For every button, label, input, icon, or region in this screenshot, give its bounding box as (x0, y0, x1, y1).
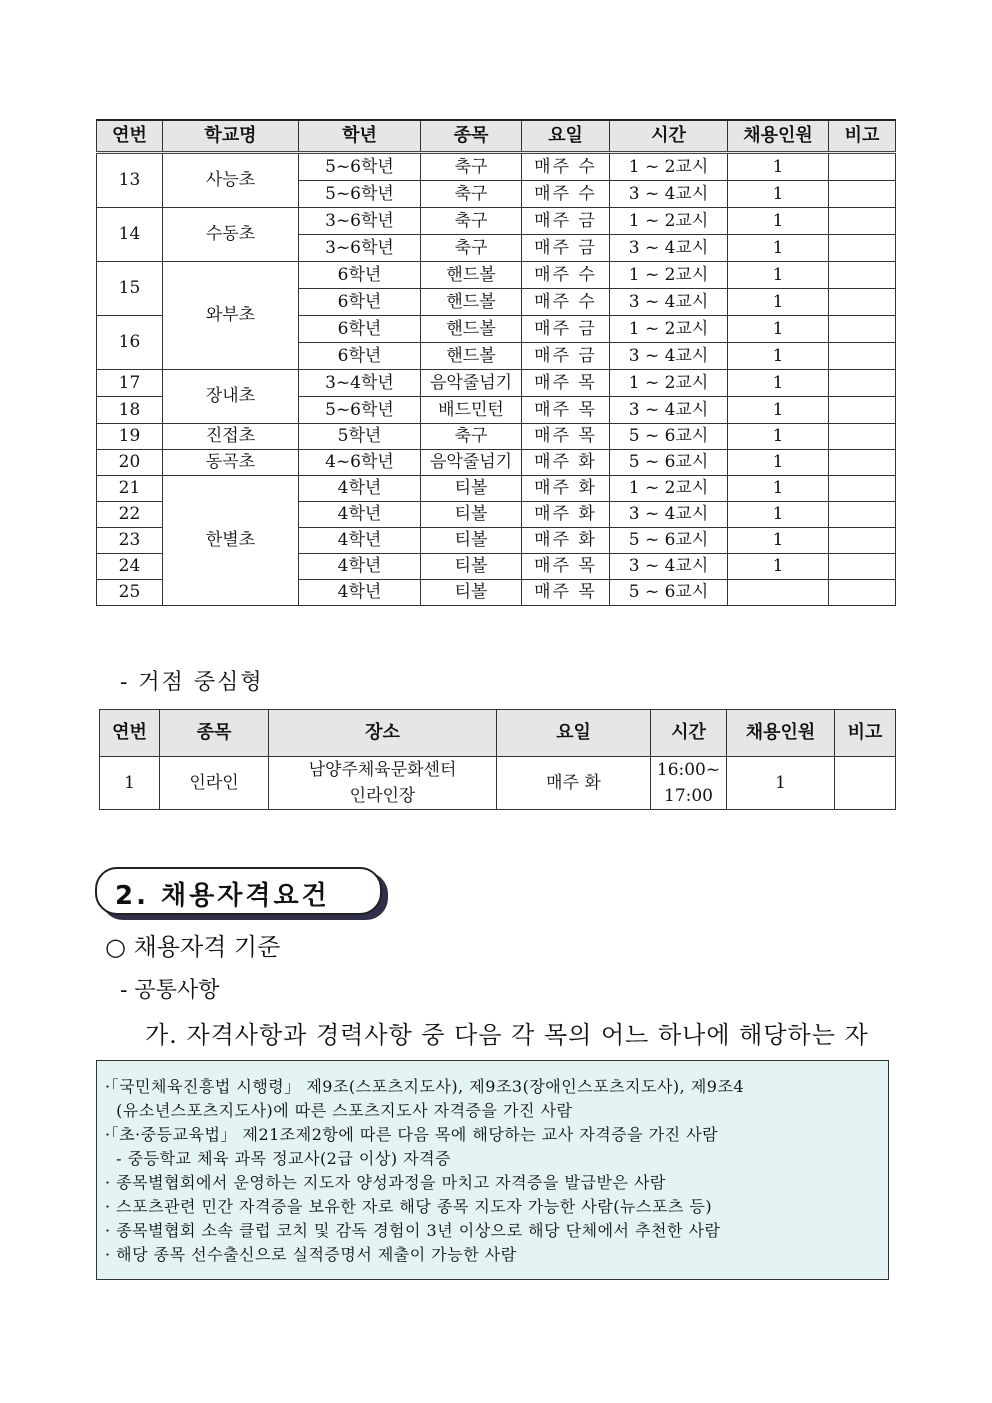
count-cell (728, 580, 829, 606)
time-cell: 5 ~ 6교시 (610, 424, 728, 450)
day-cell: 매주 화 (522, 450, 610, 476)
count-cell: 1 (728, 476, 829, 502)
grade-cell: 5학년 (299, 424, 421, 450)
count-cell: 1 (728, 153, 829, 181)
sport-cell: 축구 (421, 181, 522, 208)
note-cell (829, 424, 896, 450)
day-cell: 매주 화 (522, 528, 610, 554)
time-line: 17:00 (664, 786, 713, 806)
school-name: 진접초 (163, 424, 299, 450)
table-header-row (100, 710, 896, 757)
count-cell: 1 (728, 208, 829, 235)
day-cell: 매주 금 (522, 235, 610, 262)
count-cell: 1 (728, 235, 829, 262)
clause-text: 가. 자격사항과 경력사항 중 다음 각 목의 어느 하나에 해당하는 자 (145, 1021, 869, 1049)
table-row (97, 424, 896, 450)
note-cell (829, 153, 896, 181)
sport-cell: 음악줄넘기 (421, 450, 522, 476)
count-cell: 1 (728, 450, 829, 476)
header-day: 요일 (497, 710, 651, 757)
header-note: 비고 (835, 710, 896, 757)
note-cell (829, 397, 896, 424)
table-row (97, 153, 896, 181)
note-cell (829, 181, 896, 208)
grade-cell: 4학년 (299, 580, 421, 606)
note-line: · 종목별협회 소속 클럽 코치 및 감독 경험이 3년 이상으로 해당 단체에서 추천한 사람 (105, 1221, 721, 1240)
time-cell: 3 ~ 4교시 (610, 397, 728, 424)
time-cell: 1 ~ 2교시 (610, 153, 728, 181)
qualification-notes-box (96, 1060, 889, 1280)
note-cell (829, 235, 896, 262)
time-cell: 1 ~ 2교시 (610, 370, 728, 397)
note-cell (829, 370, 896, 397)
time-cell: 1 ~ 2교시 (610, 262, 728, 289)
note-line: · 스포츠관련 민간 자격증을 보유한 자로 해당 종목 지도자 가능한 사람(뉴스포츠 등) (105, 1197, 713, 1216)
note-cell (829, 502, 896, 528)
header-place: 장소 (269, 710, 497, 757)
header-no: 연번 (97, 120, 163, 153)
row-no: 18 (97, 397, 163, 424)
hub-type-heading: - 거점 중심형 (120, 670, 264, 695)
sport-cell: 핸드볼 (421, 316, 522, 343)
row-no: 1 (100, 757, 160, 810)
row-no: 17 (97, 370, 163, 397)
note-cell (829, 343, 896, 370)
day-cell: 매주 금 (522, 208, 610, 235)
time-cell: 1 ~ 2교시 (610, 476, 728, 502)
row-no: 23 (97, 528, 163, 554)
sport-cell: 티볼 (421, 502, 522, 528)
table-row (100, 757, 896, 810)
time-cell: 3 ~ 4교시 (610, 343, 728, 370)
place-line: 인라인장 (349, 786, 416, 806)
note-line: · 종목별협회에서 운영하는 지도자 양성과정을 마치고 자격증을 발급받은 사람 (105, 1173, 666, 1192)
note-cell (829, 289, 896, 316)
sport-cell: 축구 (421, 424, 522, 450)
row-no: 25 (97, 580, 163, 606)
day-cell: 매주 수 (522, 262, 610, 289)
table-row (97, 208, 896, 235)
count-cell: 1 (728, 181, 829, 208)
table-row (97, 450, 896, 476)
count-cell: 1 (728, 424, 829, 450)
common-heading: - 공통사항 (120, 978, 220, 1003)
day-cell: 매주 금 (522, 343, 610, 370)
time-cell: 5 ~ 6교시 (610, 580, 728, 606)
header-grade: 학년 (299, 120, 421, 153)
table-header-row (97, 120, 896, 153)
school-name: 한별초 (163, 476, 299, 606)
count-cell: 1 (728, 343, 829, 370)
grade-cell: 5~6학년 (299, 153, 421, 181)
criteria-heading: ○ 채용자격 기준 (105, 933, 281, 961)
day-cell: 매주 목 (522, 370, 610, 397)
time-cell (651, 757, 727, 810)
note-line: - 중등학교 체육 과목 정교사(2급 이상) 자격증 (105, 1149, 452, 1168)
grade-cell: 5~6학년 (299, 397, 421, 424)
grade-cell: 5~6학년 (299, 181, 421, 208)
sport-cell: 음악줄넘기 (421, 370, 522, 397)
row-no: 21 (97, 476, 163, 502)
count-cell: 1 (728, 528, 829, 554)
count-cell: 1 (728, 554, 829, 580)
grade-cell: 4학년 (299, 476, 421, 502)
time-cell: 1 ~ 2교시 (610, 316, 728, 343)
table-row (97, 262, 896, 289)
count-cell: 1 (727, 757, 835, 810)
grade-cell: 3~4학년 (299, 370, 421, 397)
note-line: (유소년스포츠지도사)에 따른 스포츠지도사 자격증을 가진 사람 (105, 1101, 573, 1120)
time-cell: 3 ~ 4교시 (610, 502, 728, 528)
section-title-box (95, 867, 382, 915)
time-cell: 5 ~ 6교시 (610, 450, 728, 476)
grade-cell: 3~6학년 (299, 208, 421, 235)
header-sport: 종목 (160, 710, 269, 757)
grade-cell: 3~6학년 (299, 235, 421, 262)
school-name: 장내초 (163, 370, 299, 424)
count-cell: 1 (728, 289, 829, 316)
sport-cell: 핸드볼 (421, 289, 522, 316)
place-cell (269, 757, 497, 810)
header-count: 채용인원 (728, 120, 829, 153)
day-cell: 매주 목 (522, 580, 610, 606)
count-cell: 1 (728, 262, 829, 289)
count-cell: 1 (728, 316, 829, 343)
place-line: 남양주체육문화센터 (308, 760, 457, 780)
header-note: 비고 (829, 120, 896, 153)
day-cell: 매주 화 (522, 502, 610, 528)
time-cell: 1 ~ 2교시 (610, 208, 728, 235)
day-cell: 매주 수 (522, 153, 610, 181)
sport-cell: 축구 (421, 153, 522, 181)
school-name: 와부초 (163, 262, 299, 370)
row-no: 16 (97, 316, 163, 370)
grade-cell: 4학년 (299, 502, 421, 528)
note-cell (835, 757, 896, 810)
time-cell: 3 ~ 4교시 (610, 554, 728, 580)
school-name: 수동초 (163, 208, 299, 262)
sport-cell: 인라인 (160, 757, 269, 810)
time-cell: 3 ~ 4교시 (610, 181, 728, 208)
school-name: 동곡초 (163, 450, 299, 476)
hub-schedule-table (99, 709, 896, 810)
time-cell: 5 ~ 6교시 (610, 528, 728, 554)
time-line: 16:00~ (656, 760, 721, 780)
time-cell: 3 ~ 4교시 (610, 289, 728, 316)
header-day: 요일 (522, 120, 610, 153)
header-sport: 종목 (421, 120, 522, 153)
grade-cell: 4학년 (299, 528, 421, 554)
sport-cell: 축구 (421, 235, 522, 262)
note-cell (829, 554, 896, 580)
section-title: 2. 채용자격요건 (115, 881, 330, 911)
note-cell (829, 262, 896, 289)
row-no: 19 (97, 424, 163, 450)
day-cell: 매주 목 (522, 424, 610, 450)
count-cell: 1 (728, 502, 829, 528)
day-cell: 매주 목 (522, 397, 610, 424)
day-cell: 매주 수 (522, 289, 610, 316)
grade-cell: 4학년 (299, 554, 421, 580)
note-cell (829, 450, 896, 476)
table-row (97, 476, 896, 502)
sport-cell: 티볼 (421, 528, 522, 554)
school-name: 사능초 (163, 153, 299, 208)
note-cell (829, 528, 896, 554)
sport-cell: 핸드볼 (421, 343, 522, 370)
header-time: 시간 (651, 710, 727, 757)
sport-cell: 배드민턴 (421, 397, 522, 424)
count-cell: 1 (728, 370, 829, 397)
table-row (97, 370, 896, 397)
sport-cell: 티볼 (421, 580, 522, 606)
day-cell: 매주 화 (497, 757, 651, 810)
row-no: 13 (97, 153, 163, 208)
row-no: 15 (97, 262, 163, 316)
note-cell (829, 208, 896, 235)
sport-cell: 티볼 (421, 554, 522, 580)
note-cell (829, 316, 896, 343)
header-school: 학교명 (163, 120, 299, 153)
row-no: 24 (97, 554, 163, 580)
day-cell: 매주 화 (522, 476, 610, 502)
header-no: 연번 (100, 710, 160, 757)
day-cell: 매주 목 (522, 554, 610, 580)
note-line: · 해당 종목 선수출신으로 실적증명서 제출이 가능한 사람 (105, 1245, 517, 1264)
grade-cell: 6학년 (299, 343, 421, 370)
row-no: 20 (97, 450, 163, 476)
note-line: ·「초·중등교육법」 제21조제2항에 따른 다음 목에 해당하는 교사 자격증을 가진 사람 (105, 1125, 719, 1144)
day-cell: 매주 수 (522, 181, 610, 208)
day-cell: 매주 금 (522, 316, 610, 343)
note-cell (829, 580, 896, 606)
row-no: 22 (97, 502, 163, 528)
grade-cell: 6학년 (299, 289, 421, 316)
school-schedule-table (96, 119, 896, 606)
header-time: 시간 (610, 120, 728, 153)
grade-cell: 6학년 (299, 262, 421, 289)
grade-cell: 6학년 (299, 316, 421, 343)
sport-cell: 티볼 (421, 476, 522, 502)
note-line: ·「국민체육진흥법 시행령」 제9조(스포츠지도사), 제9조3(장애인스포츠지도사), 제9조4 (105, 1077, 745, 1096)
sport-cell: 축구 (421, 208, 522, 235)
sport-cell: 핸드볼 (421, 262, 522, 289)
header-count: 채용인원 (727, 710, 835, 757)
time-cell: 3 ~ 4교시 (610, 235, 728, 262)
grade-cell: 4~6학년 (299, 450, 421, 476)
row-no: 14 (97, 208, 163, 262)
count-cell: 1 (728, 397, 829, 424)
note-cell (829, 476, 896, 502)
